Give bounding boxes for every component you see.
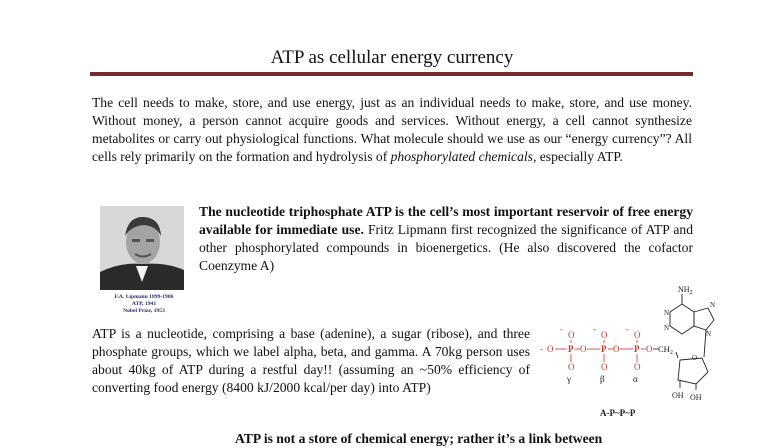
svg-text:O: O — [601, 330, 608, 340]
svg-text:O: O — [634, 362, 641, 372]
intro-end-text: especially ATP. — [536, 149, 623, 164]
svg-text:O: O — [613, 344, 620, 354]
page-title: ATP as cellular energy currency — [270, 47, 514, 68]
alpha-label: α — [633, 374, 638, 384]
beta-label: β — [600, 374, 605, 384]
intro-italic-text: phosphorylated chemicals, — [390, 149, 537, 164]
svg-text:-: - — [540, 344, 543, 354]
svg-text:N: N — [706, 330, 712, 338]
intro-text: The cell needs to make, store, and use energy, just as an individual needs to make, store, and use money. Without money, a person cannot acquire goods and services. Without energy, a cell cannot synthesize metabolites or carry out physiological functions. What molecule should we use as our “energy currency”? All cells rely primarily on the formation and hydrolysis of — [92, 95, 692, 164]
svg-text:O: O — [634, 330, 641, 340]
svg-text:-: - — [626, 324, 629, 334]
svg-text:N: N — [664, 324, 670, 332]
lipmann-bold-text: The nucleotide triphosphate ATP is the cell’s most important reservoir of free energy available for immediate use. — [199, 204, 693, 237]
svg-text:P: P — [601, 344, 607, 354]
title-divider — [90, 72, 693, 76]
svg-text:-: - — [593, 324, 596, 334]
svg-text:O: O — [601, 362, 608, 372]
portrait-caption — [92, 294, 196, 315]
intro-paragraph — [92, 94, 692, 166]
svg-text:O: O — [692, 354, 698, 362]
lipmann-portrait — [100, 206, 184, 290]
portrait-image — [100, 206, 184, 290]
caption-line-3: Nobel Prize, 1953 — [123, 308, 165, 314]
oh-label-1: OH — [672, 391, 684, 400]
oh-label-2: OH — [690, 393, 702, 402]
ch2-label: $CH_2$ — [658, 344, 673, 356]
svg-text:O: O — [547, 344, 554, 354]
nh2-label: $NH_2$ — [678, 285, 693, 296]
svg-text:-: - — [560, 324, 563, 334]
atp-structure-diagram — [530, 280, 730, 425]
svg-text:O: O — [646, 344, 653, 354]
greek-labels — [566, 374, 638, 384]
lipmann-rest-text: Fritz Lipmann first recognized the significance of ATP and other phosphorylated compounds in bioenergetics. (He also discovered the cofactor Coenzyme A) — [199, 222, 693, 273]
svg-text:O: O — [580, 344, 587, 354]
gamma-label: γ — [567, 374, 571, 384]
atp-paragraph: ATP is a nucleotide, comprising a base (adenine), a sugar (ribose), and three phosphate groups, which we label alpha, beta, and gamma. A 70kg person uses about 40kg of ATP during a restful day!! (assuming an ~50% efficiency of converting food energy (8400 kJ/2000 kcal/per day) into ATP) — [92, 326, 530, 395]
svg-text:P: P — [634, 344, 640, 354]
svg-text:O: O — [568, 330, 575, 340]
svg-text:N: N — [710, 301, 716, 309]
svg-text:P: P — [568, 344, 574, 354]
caption-line-2: ATP, 1941 — [131, 301, 157, 307]
lipmann-paragraph — [199, 203, 693, 275]
adenine-base — [670, 294, 714, 357]
next-paragraph: ATP is not a store of chemical energy; rather it’s a link between — [235, 431, 603, 446]
svg-text:O: O — [568, 362, 575, 372]
atp-formula-label: A-P~P~P — [600, 408, 636, 418]
svg-text:N: N — [664, 309, 670, 317]
caption-line-1: F.A. Lipmann 1899-1986 — [114, 294, 174, 300]
adenine-atoms — [664, 301, 715, 338]
